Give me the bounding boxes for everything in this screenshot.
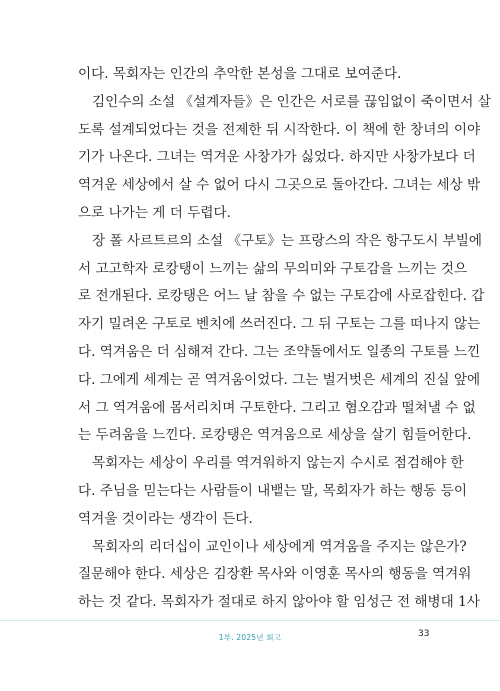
text-line: 서 그 역겨움에 몸서리치며 구토한다. 그리고 혐오감과 떨쳐낼 수 없 [78, 399, 476, 416]
text-line: 다. 그에게 세계는 곧 역겨움이었다. 그는 벌거벗은 세계의 진실 앞에 [78, 371, 481, 388]
paragraph [78, 534, 480, 617]
text-line: 자기 밀려온 구토로 벤치에 쓰러진다. 그 뒤 구토는 그를 떠나지 않는 [78, 316, 481, 333]
paragraph [78, 450, 467, 533]
text-line: 김인수의 소설 《설계자들》은 인간은 서로를 끊임없이 죽이면서 살 [92, 93, 491, 110]
text-line: 이다. 목회자는 인간의 추악한 본성을 그대로 보여준다. [78, 66, 402, 82]
text-line: 으로 나가는 게 더 두렵다. [78, 204, 231, 221]
text-line: 장 폴 사르트르의 소설 《구토》는 프랑스의 작은 항구도시 부빌에 [92, 232, 483, 249]
text-line: 서 고고학자 로캉탱이 느끼는 삶의 무의미와 구토감을 느끼는 것으 [78, 260, 468, 277]
text-line: 다. 주님을 믿는다는 사람들이 내뱉는 말, 목회자가 하는 행동 등이 [78, 482, 467, 499]
text-line: 목회자의 리더십이 교인이나 세상에게 역겨움을 주지는 않은가? [92, 538, 467, 555]
text-line: 는 두려움을 느낀다. 로캉탱은 역겨움으로 세상을 살기 힘들어한다. [78, 427, 472, 444]
text-line: 로 전개된다. 로캉탱은 어느 날 참을 수 없는 구토감에 사로잡힌다. 갑 [78, 288, 485, 305]
running-head: 1부. 2025년 회고 [218, 633, 282, 642]
text-line: 목회자는 세상이 우리를 역겨워하지 않는지 수시로 점검해야 한 [92, 455, 464, 472]
text-line: 하는 것 같다. 목회자가 절대로 하지 않아야 할 임성근 전 해병대 1사 [78, 594, 480, 611]
page-number: 33 [418, 629, 430, 639]
paragraph [78, 61, 430, 89]
page-body [78, 61, 491, 617]
text-line: 역겨울 것이라는 생각이 든다. [78, 510, 253, 527]
paragraph [78, 228, 485, 450]
text-line: 역겨운 세상에서 살 수 없어 다시 그곳으로 돌아간다. 그녀는 세상 밖 [78, 177, 481, 194]
footer-rule [0, 620, 500, 621]
text-line: 다. 역겨움은 더 심해져 간다. 그는 조약돌에서도 일종의 구토를 느낀 [78, 343, 481, 360]
paragraph [78, 89, 491, 228]
text-line: 도록 설계되었다는 것을 전제한 뒤 시작한다. 이 책에 한 창녀의 이야 [78, 121, 481, 138]
text-line: 질문해야 한다. 세상은 김장환 목사와 이영훈 목사의 행동을 역겨워 [78, 566, 472, 583]
text-line: 기가 나온다. 그녀는 역겨운 사창가가 싫었다. 하지만 사창가보다 더 [78, 149, 476, 166]
